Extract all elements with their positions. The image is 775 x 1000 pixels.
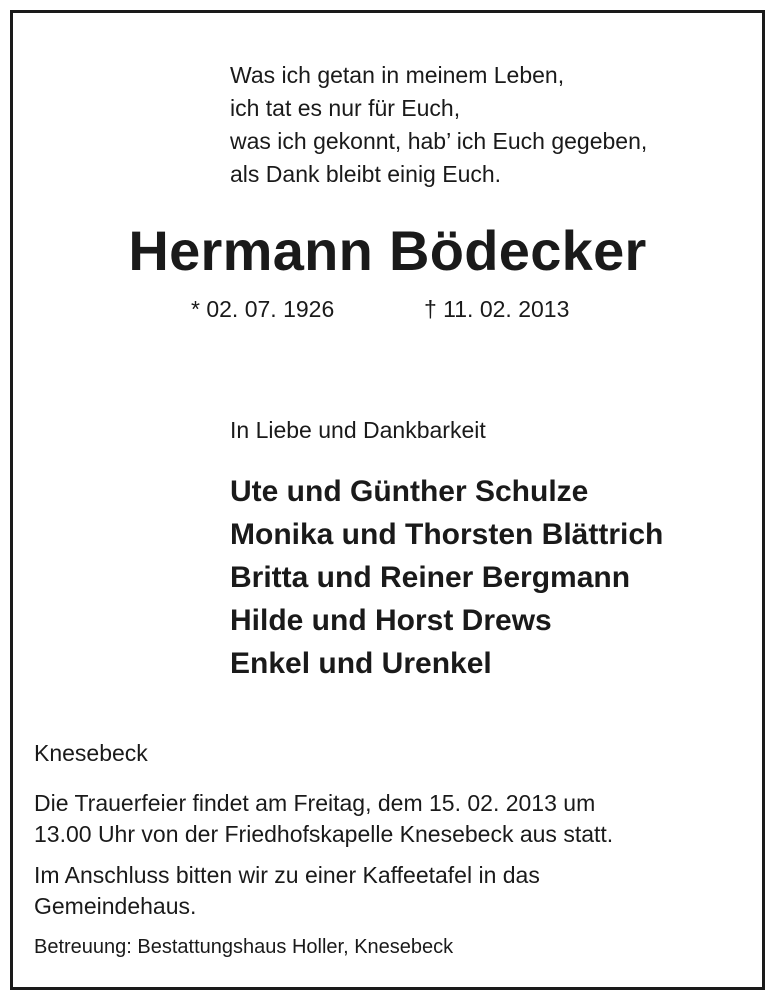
death-date: † 11. 02. 2013: [424, 296, 570, 322]
poem-line: als Dank bleibt einig Euch.: [230, 161, 502, 187]
memorial-poem: [230, 59, 647, 191]
deceased-name: Hermann Bödecker: [128, 219, 647, 282]
mourner-entry: Hilde und Horst Drews: [230, 604, 552, 637]
place-name: Knesebeck: [34, 740, 148, 766]
mourners-list: [230, 470, 663, 685]
poem-line: was ich gekonnt, hab’ ich Euch gegeben,: [230, 128, 648, 154]
coffee-invitation: [34, 860, 540, 922]
funeral-announcement: [34, 788, 613, 850]
mourner-entry: Britta und Reiner Bergmann: [230, 561, 631, 594]
poem-line: Was ich getan in meinem Leben,: [230, 62, 565, 88]
funeral-line: Die Trauerfeier findet am Freitag, dem 15. 02. 2013 um: [34, 790, 596, 816]
birth-date: * 02. 07. 1926: [191, 296, 335, 322]
mourner-entry: Enkel und Urenkel: [230, 647, 492, 680]
coffee-line: Im Anschluss bitten wir zu einer Kaffeetafel in das: [34, 862, 540, 888]
poem-line: ich tat es nur für Euch,: [230, 95, 461, 121]
coffee-line: Gemeindehaus.: [34, 893, 197, 919]
dedication-text: In Liebe und Dankbarkeit: [230, 417, 486, 443]
mourner-entry: Monika und Thorsten Blättrich: [230, 518, 664, 551]
funeral-home-credit: Betreuung: Bestattungshaus Holler, Knesebeck: [34, 936, 454, 958]
mourner-entry: Ute und Günther Schulze: [230, 475, 589, 508]
funeral-line: 13.00 Uhr von der Friedhofskapelle Knesebeck aus statt.: [34, 821, 614, 847]
obituary-notice: [10, 10, 765, 990]
